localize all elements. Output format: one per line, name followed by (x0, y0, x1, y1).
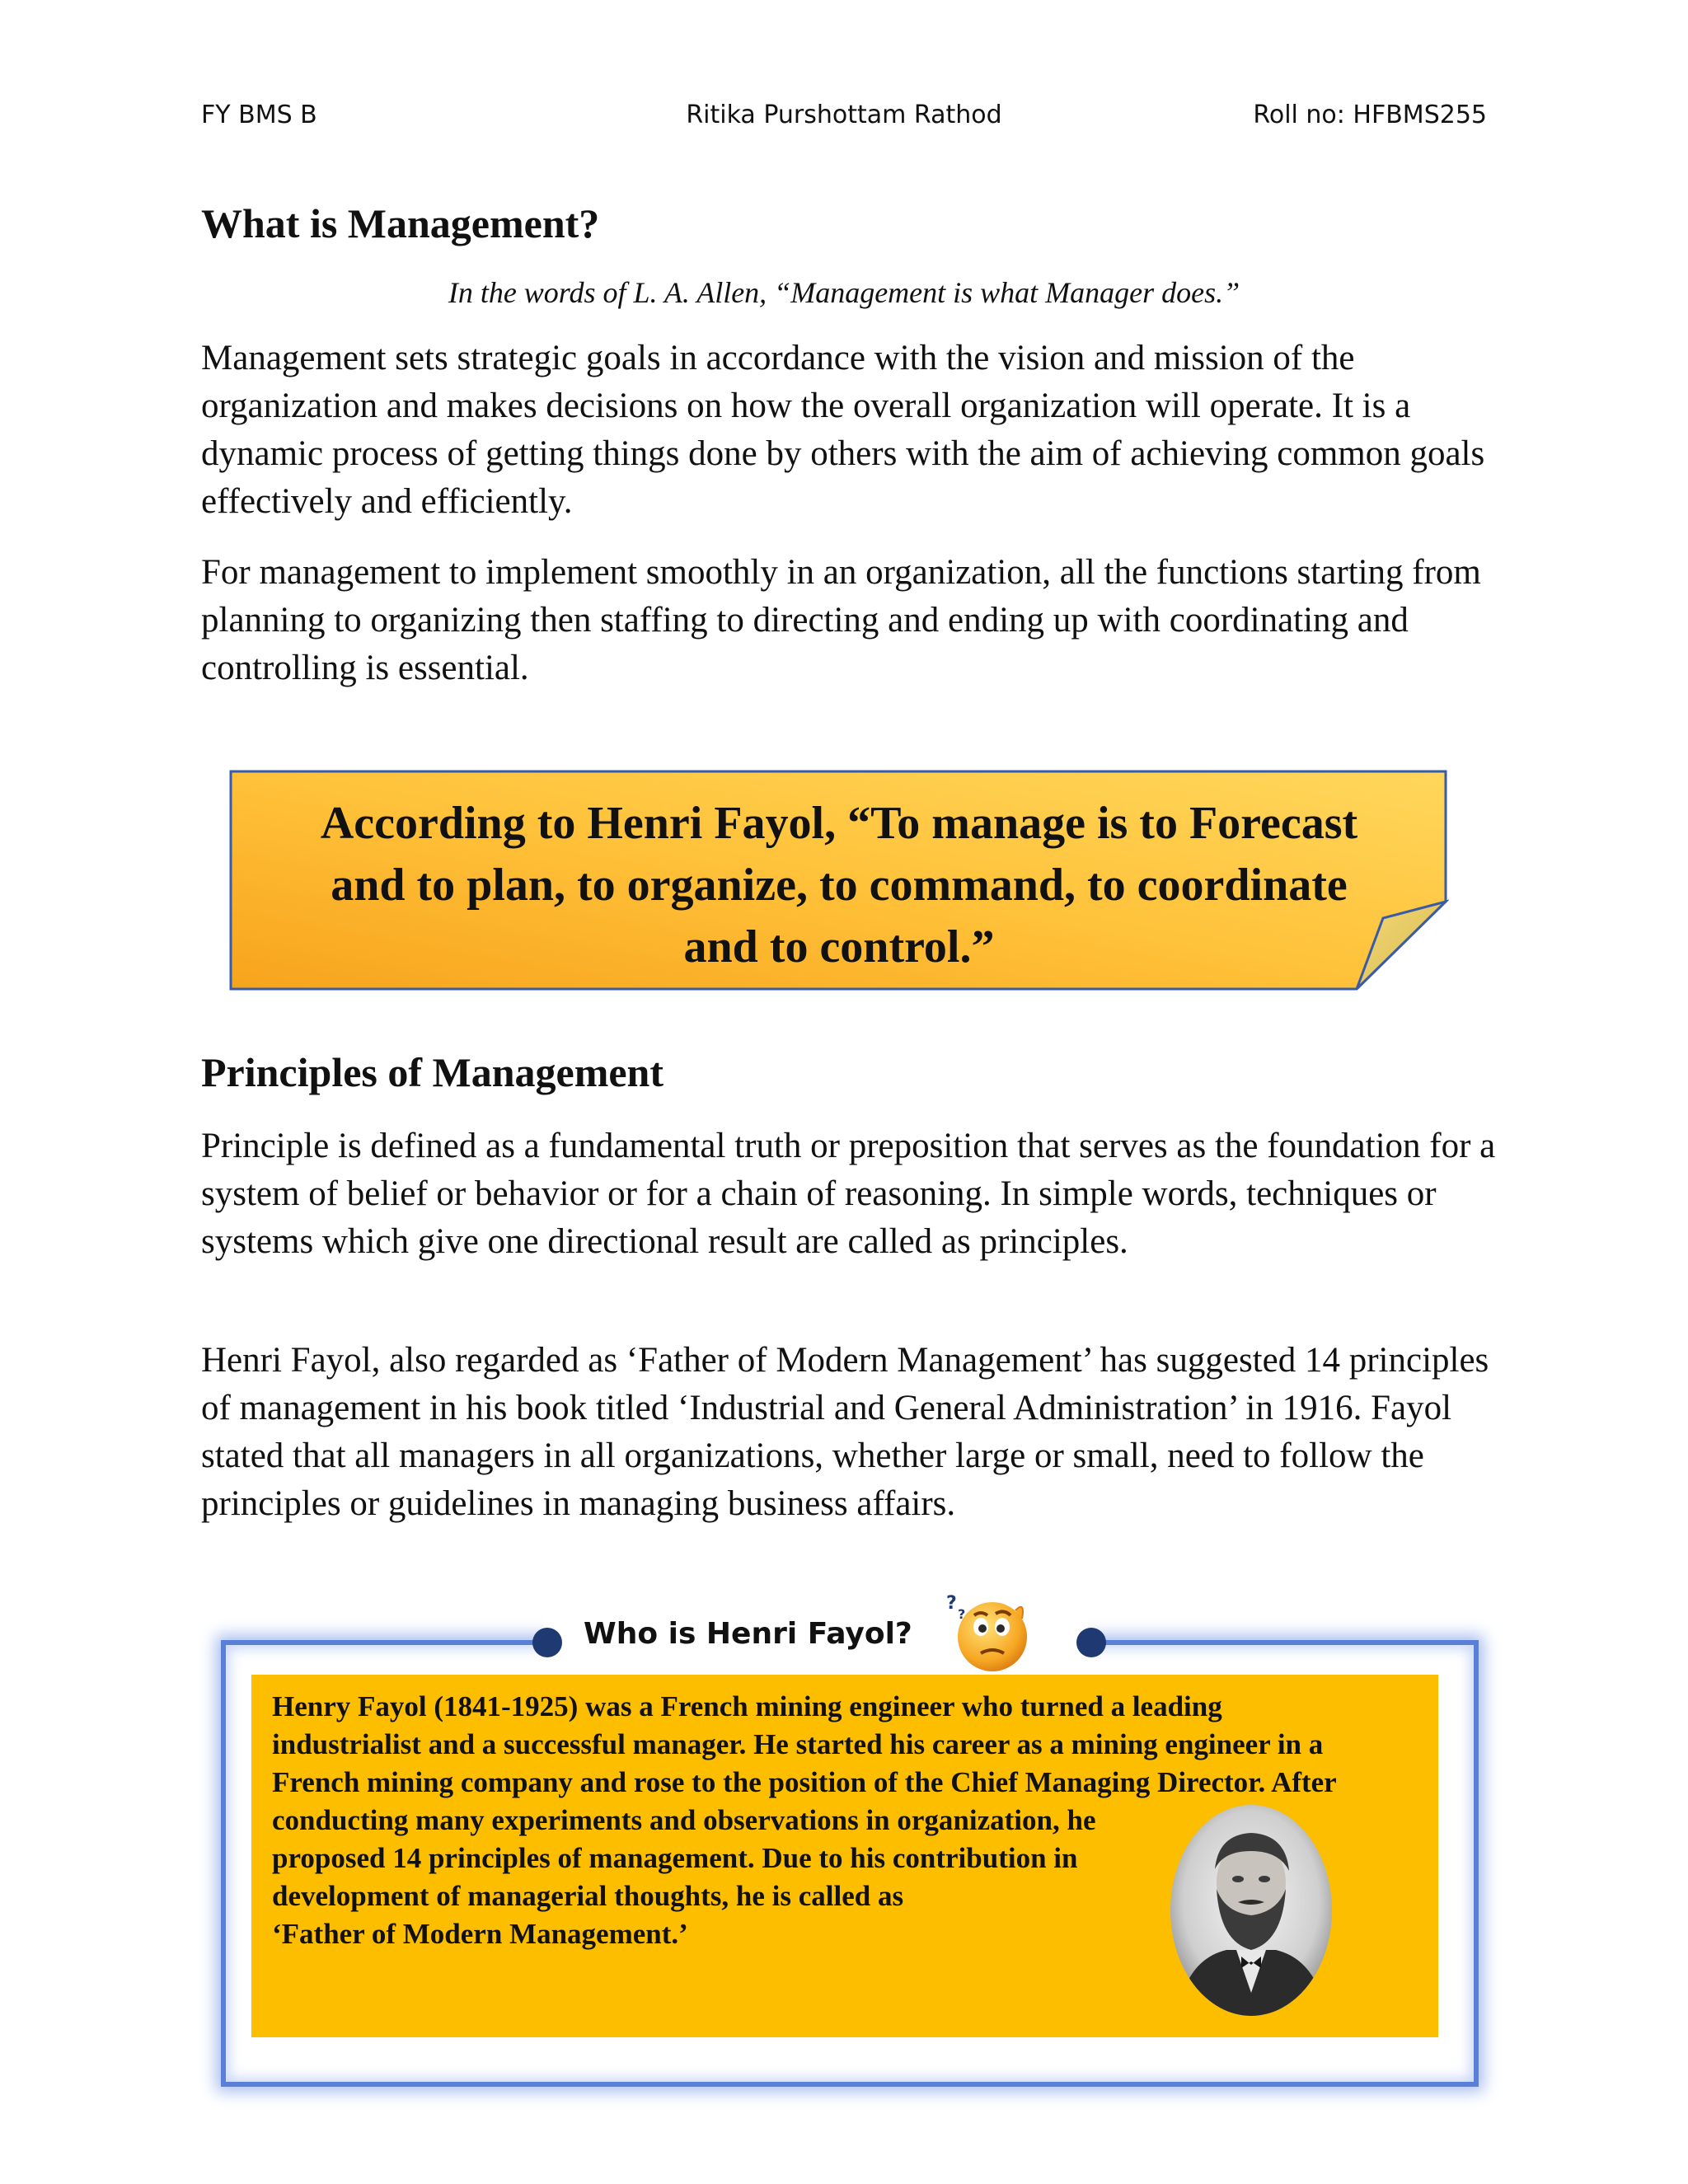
svg-text:?: ? (958, 1606, 966, 1622)
who-line-5: proposed 14 principles of management. Due to his contribution in (272, 1842, 1078, 1874)
banner-line-2: and to plan, to organize, to command, to coordinate (331, 860, 1348, 911)
paragraph-principle-definition: Principle is defined as a fundamental truth or preposition that serves as the foundation for a system of belief or behavior or for a chain of reasoning. In simple words, techniques or systems which give one directional result are called as principles. (201, 1127, 1496, 1261)
who-line-1: Henry Fayol (1841-1925) was a French mining engineer who turned a leading (272, 1690, 1222, 1722)
paragraph-management-definition: Management sets strategic goals in accordance with the vision and mission of the organization and makes decisions on how the overall organization will operate. It is a dynamic process of getting things done by others with the aim of achieving common goals effectively and efficiently. (201, 339, 1485, 521)
who-line-6: development of managerial thoughts, he is called as (272, 1880, 904, 1912)
who-line-4: conducting many experiments and observations in organization, he (272, 1804, 1096, 1836)
allen-quote: In the words of L. A. Allen, “Management is what Manager does.” (448, 276, 1240, 309)
paragraph-fayol-principles: Henri Fayol, also regarded as ‘Father of Modern Management’ has suggested 14 principles of management in his book titled ‘Industrial and General Administration’ in 1916. Fayol stated that all managers in all organizations, whether large or small, need to follow the principles or guidelines in managing business affairs. (201, 1341, 1489, 1523)
fayol-quote-banner (229, 770, 1449, 991)
banner-line-1: According to Henri Fayol, “To manage is to Forecast (320, 798, 1358, 849)
henri-fayol-portrait (1169, 1803, 1334, 2018)
confused-face-icon (940, 1586, 1039, 1676)
section-title-principles: Principles of Management (201, 1049, 664, 1095)
who-line-7: ‘Father of Modern Management.’ (272, 1918, 688, 1950)
paragraph-management-functions: For management to implement smoothly in an organization, all the functions starting from planning to organizing then staffing to directing and ending up with coordinating and controlling is essential. (201, 553, 1481, 687)
header-roll-number: Roll no: HFBMS255 (1253, 101, 1487, 129)
banner-text (246, 793, 1432, 978)
section-title-what-is-management: What is Management? (201, 200, 600, 246)
banner-line-3: and to control.” (683, 921, 995, 972)
header-student-name: Ritika Purshottam Rathod (686, 101, 1002, 129)
who-line-2: industrialist and a successful manager. He started his career as a mining engineer in a (272, 1728, 1324, 1760)
left-dot-icon (532, 1628, 562, 1657)
header-class: FY BMS B (201, 101, 317, 129)
svg-text:?: ? (946, 1593, 957, 1614)
who-line-3: French mining company and rose to the position of the Chief Managing Director. After (272, 1766, 1337, 1798)
right-dot-icon (1076, 1628, 1106, 1657)
who-box-title: Who is Henri Fayol? (584, 1617, 912, 1651)
